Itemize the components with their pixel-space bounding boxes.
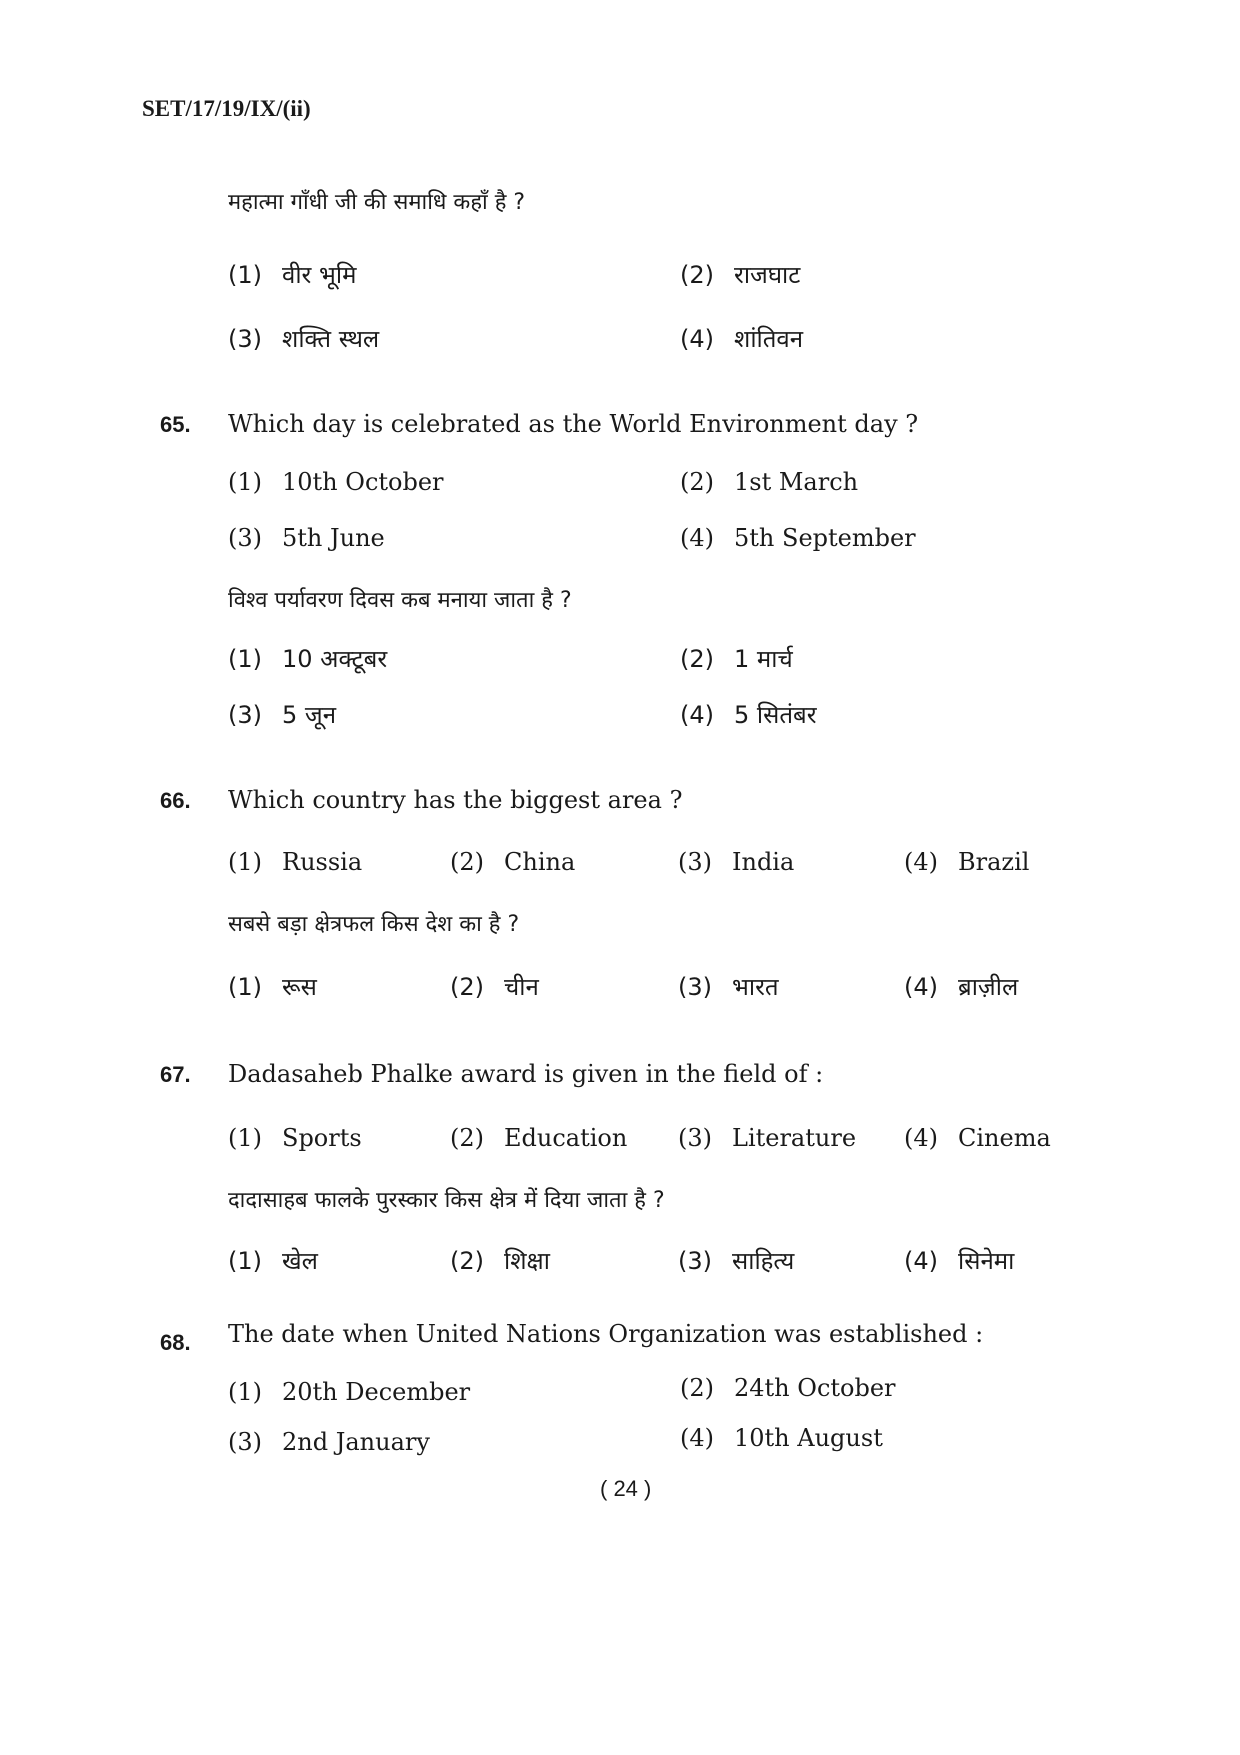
page-number: ( 24 ): [600, 1476, 652, 1501]
q68-question: The date when United Nations Organization was established :: [228, 1320, 984, 1348]
q64-hindi-option-4: (4) शांतिवन: [680, 325, 804, 353]
q68-number: 68.: [160, 1330, 191, 1355]
q66-question: Which country has the biggest area ?: [228, 786, 683, 814]
q68-option-1: (1) 20th December: [228, 1378, 471, 1406]
q66-option-1: (1) Russia: [228, 848, 363, 876]
q68-option-3: (3) 2nd January: [228, 1428, 430, 1456]
q65-option-2: (2) 1st March: [680, 468, 859, 496]
q66-hindi-question: सबसे बड़ा क्षेत्रफल किस देश का है ?: [228, 912, 520, 937]
q66-option-2: (2) China: [450, 848, 576, 876]
q67-option-4: (4) Cinema: [904, 1124, 1051, 1152]
set-code: SET/17/19/IX/(ii): [142, 96, 311, 121]
q66-number: 66.: [160, 788, 191, 813]
q65-hindi-option-3: (3) 5 जून: [228, 701, 337, 729]
q64-hindi-option-3: (3) शक्ति स्थल: [228, 325, 380, 353]
q67-number: 67.: [160, 1062, 191, 1087]
q67-hindi-option-4: (4) सिनेमा: [904, 1247, 1015, 1275]
q65-number: 65.: [160, 412, 191, 437]
q66-option-4: (4) Brazil: [904, 848, 1030, 876]
q65-hindi-option-1: (1) 10 अक्टूबर: [228, 645, 388, 673]
q64-hindi-option-1: (1) वीर भूमि: [228, 261, 357, 289]
q65-hindi-question: विश्व पर्यावरण दिवस कब मनाया जाता है ?: [228, 588, 572, 613]
q66-hindi-option-1: (1) रूस: [228, 973, 317, 1001]
q67-hindi-option-3: (3) साहित्य: [678, 1247, 795, 1275]
q67-hindi-option-1: (1) खेल: [228, 1247, 318, 1275]
q66-hindi-option-3: (3) भारत: [678, 973, 779, 1001]
q65-question: Which day is celebrated as the World Environment day ?: [228, 410, 919, 438]
q65-hindi-option-4: (4) 5 सितंबर: [680, 701, 817, 729]
q65-hindi-option-2: (2) 1 मार्च: [680, 645, 793, 673]
q66-option-3: (3) India: [678, 848, 795, 876]
q67-option-2: (2) Education: [450, 1124, 628, 1152]
q65-option-3: (3) 5th June: [228, 524, 385, 552]
q68-option-4: (4) 10th August: [680, 1424, 883, 1452]
q64-hindi-option-2: (2) राजघाट: [680, 261, 801, 289]
q67-hindi-option-2: (2) शिक्षा: [450, 1247, 550, 1275]
q66-hindi-option-2: (2) चीन: [450, 973, 539, 1001]
q66-hindi-option-4: (4) ब्राज़ील: [904, 973, 1019, 1001]
q65-option-1: (1) 10th October: [228, 468, 444, 496]
q67-option-1: (1) Sports: [228, 1124, 362, 1152]
q67-hindi-question: दादासाहब फालके पुरस्कार किस क्षेत्र में दिया जाता है ?: [228, 1188, 665, 1213]
q65-option-4: (4) 5th September: [680, 524, 916, 552]
q67-question: Dadasaheb Phalke award is given in the field of :: [228, 1060, 824, 1088]
q64-hindi-question: महात्मा गाँधी जी की समाधि कहाँ है ?: [228, 190, 526, 215]
q67-option-3: (3) Literature: [678, 1124, 857, 1152]
q68-option-2: (2) 24th October: [680, 1374, 896, 1402]
